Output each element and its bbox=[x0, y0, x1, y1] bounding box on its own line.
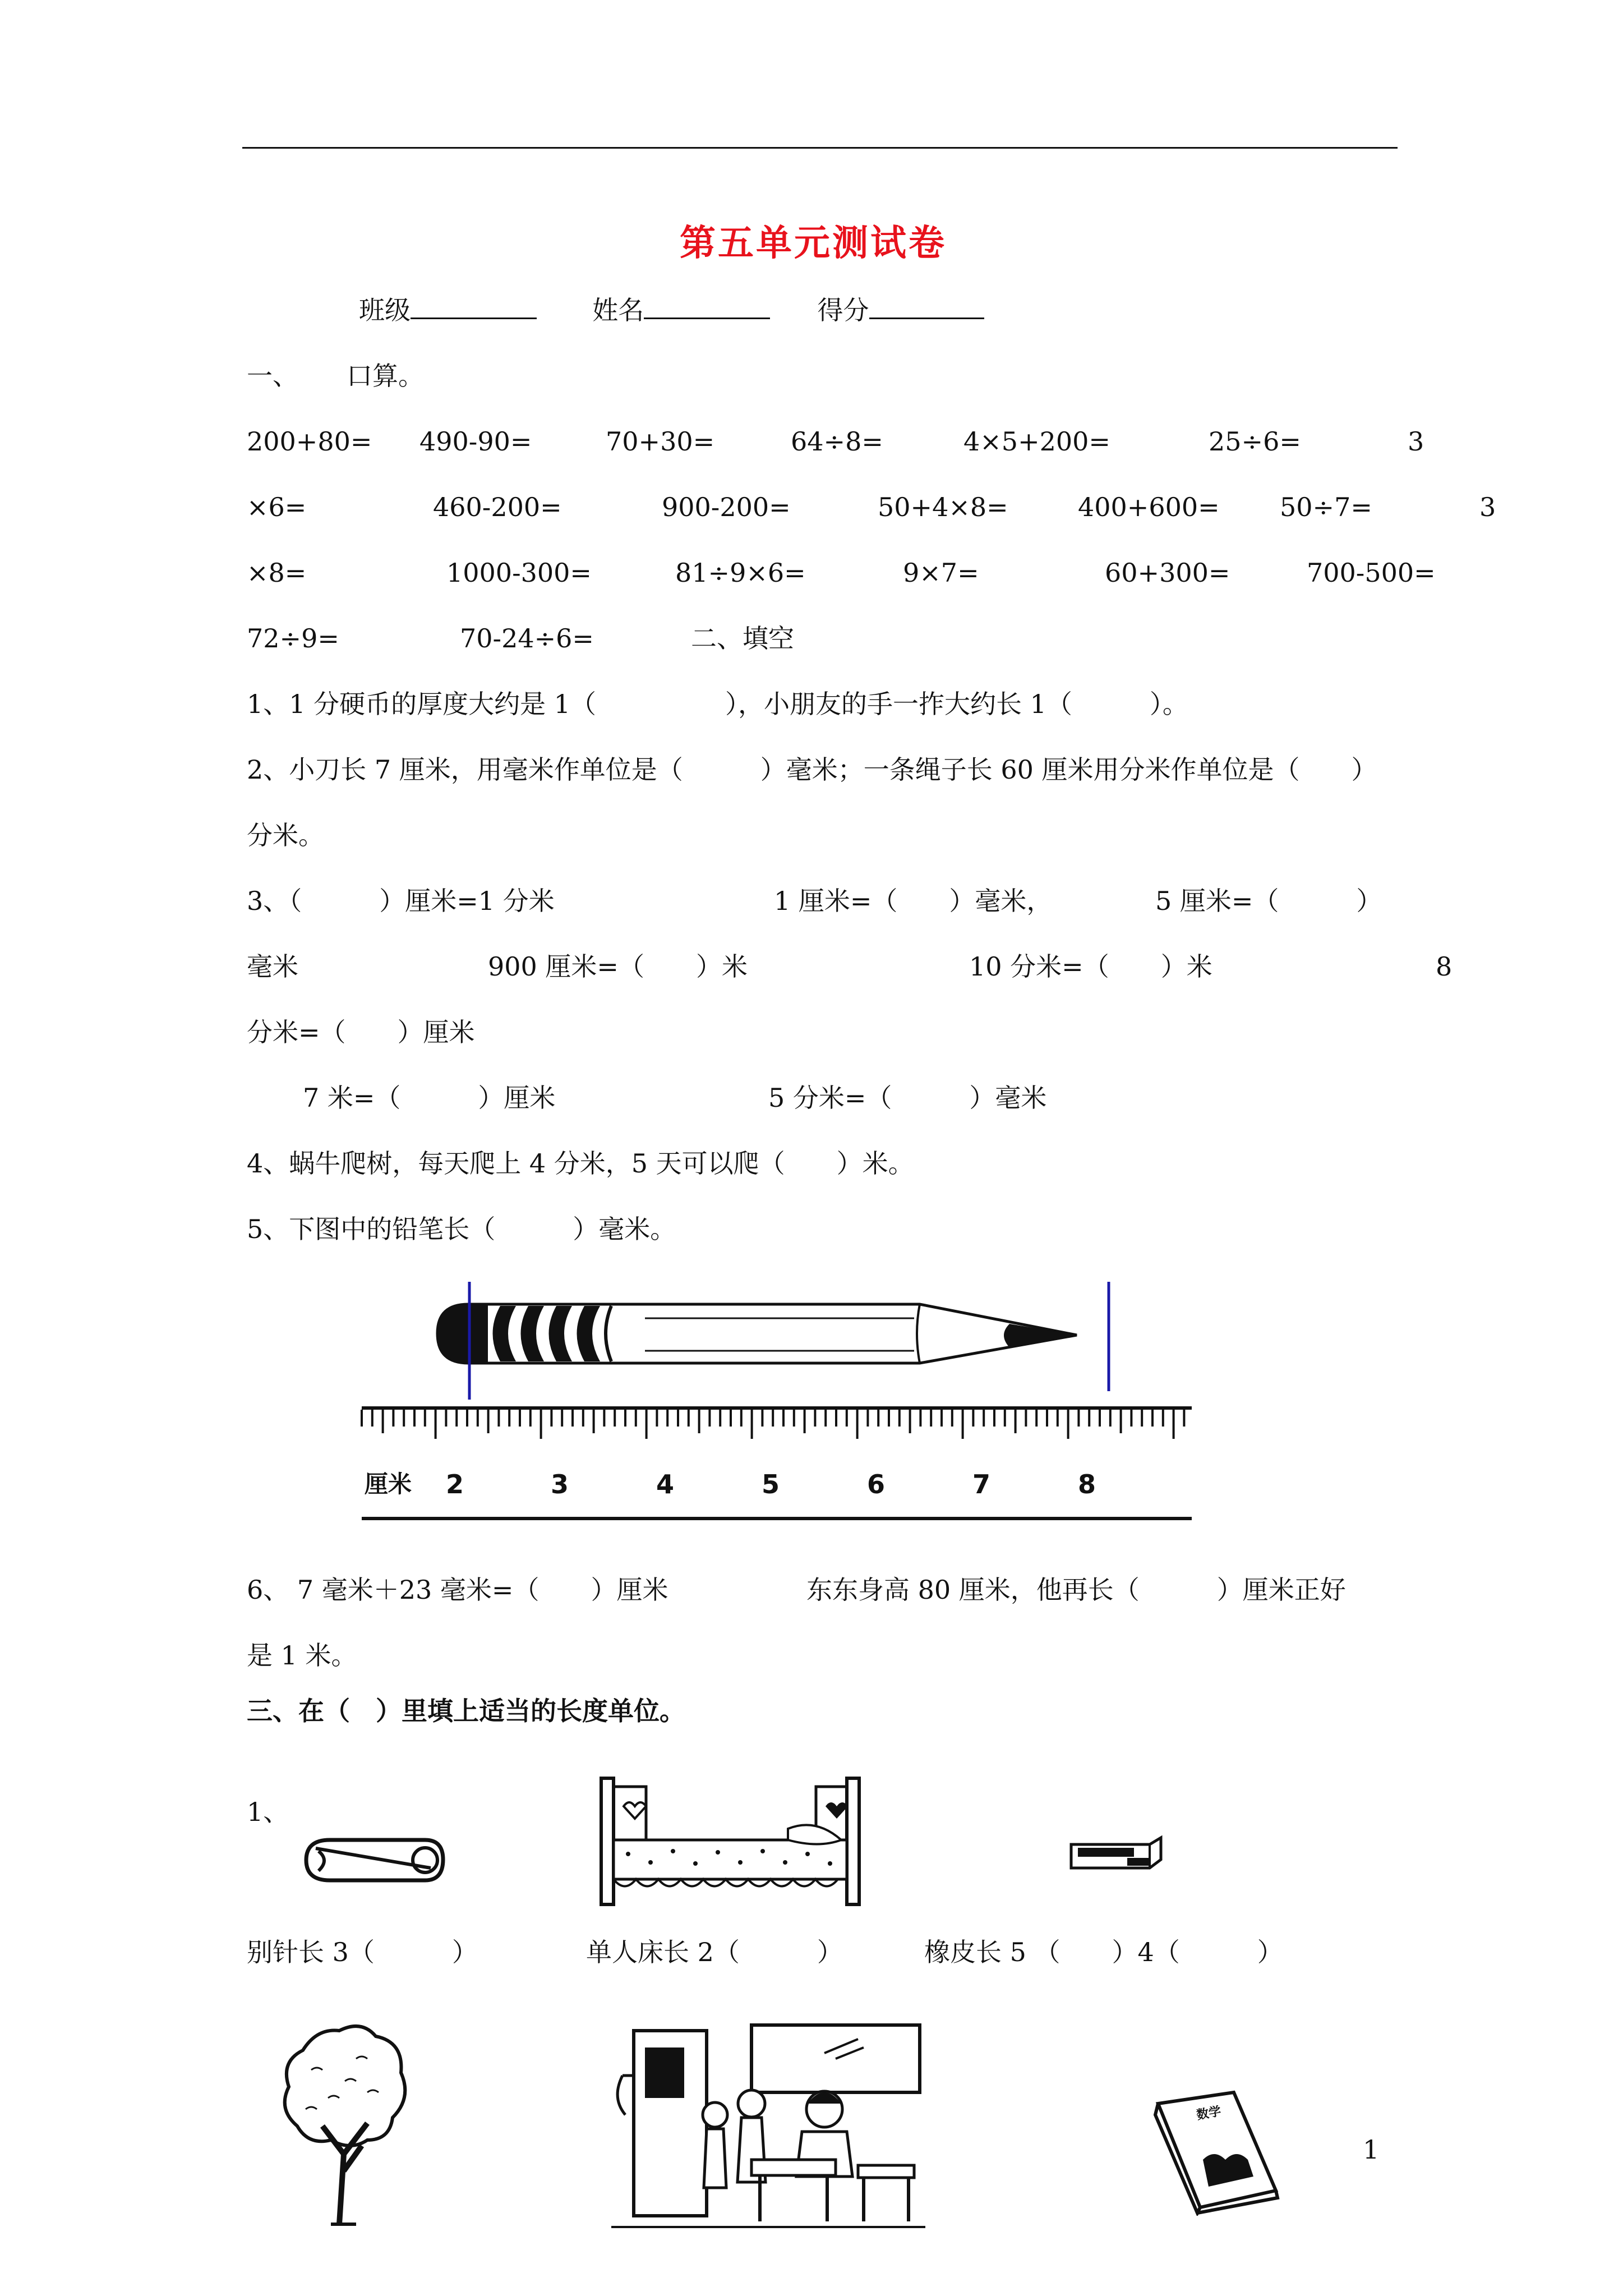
ruler-label: 2 bbox=[446, 1469, 464, 1499]
book-title: 数学 bbox=[1195, 2104, 1223, 2123]
calc-item: 700-500= bbox=[1307, 558, 1436, 588]
calc-item: 81÷9×6= bbox=[675, 558, 806, 588]
calc-item: 460-200= bbox=[433, 492, 562, 522]
s2-heading: 二、填空 bbox=[691, 623, 794, 654]
q3-item: 分米=（ ）厘米 bbox=[247, 1017, 475, 1047]
score-blank[interactable] bbox=[869, 292, 984, 319]
q6-text-c: 是 1 米。 bbox=[247, 1640, 357, 1671]
calc-item: 200+80= bbox=[247, 426, 372, 457]
calc-item: 400+600= bbox=[1078, 492, 1220, 522]
eraser-icon bbox=[1066, 1834, 1166, 1874]
q6-text-b: 东东身高 80 厘米，他再长（ ）厘米正好 bbox=[806, 1575, 1346, 1605]
caption-bed: 单人床长 2（ ） bbox=[586, 1937, 843, 1967]
q2-text: 2、小刀长 7 厘米，用毫米作单位是（ ）毫米；一条绳子长 60 厘米用分米作单位是（ ） bbox=[247, 754, 1377, 785]
classroom-icon bbox=[611, 2019, 925, 2233]
calc-item: ×6= bbox=[247, 492, 307, 522]
s3-heading: 三、在（ ）里填上适当的长度单位。 bbox=[247, 1696, 685, 1726]
caption-eraser: 橡皮长 5 （ ）4（ ） bbox=[924, 1937, 1283, 1967]
tree-icon bbox=[278, 2019, 412, 2227]
s1-heading-num: 一、 bbox=[247, 361, 298, 391]
ruler-label: 7 bbox=[972, 1469, 991, 1499]
calc-item: 900-200= bbox=[662, 492, 791, 522]
caption-safety-pin: 别针长 3（ ） bbox=[247, 1937, 478, 1967]
class-blank[interactable] bbox=[411, 292, 537, 319]
q3-item: 900 厘米=（ ）米 bbox=[488, 951, 748, 982]
score-label: 得分 bbox=[817, 295, 869, 325]
calc-item: 50+4×8= bbox=[878, 492, 1008, 522]
q3-item: 1 厘米=（ ）毫米， bbox=[774, 886, 1053, 916]
calc-item: 25÷6= bbox=[1209, 426, 1301, 457]
s3-num: 1、 bbox=[247, 1797, 289, 1827]
class-label: 班级 bbox=[359, 295, 411, 325]
q6-text: 6、 7 毫米＋23 毫米=（ ）厘米 bbox=[247, 1575, 668, 1605]
safety-pin-icon bbox=[296, 1829, 448, 1902]
calc-item: 9×7= bbox=[903, 558, 979, 588]
q2-text-cont: 分米。 bbox=[247, 820, 324, 850]
page-title: 第五单元测试卷 bbox=[680, 222, 947, 264]
math-book-icon bbox=[1150, 2087, 1284, 2216]
q3-item: 5 厘米=（ ） bbox=[1155, 886, 1382, 916]
calc-item: 3 bbox=[1408, 426, 1424, 457]
q3-item: 7 米=（ ）厘米 bbox=[303, 1083, 556, 1113]
calc-item: 4×5+200= bbox=[963, 426, 1110, 457]
q3-item: 毫米 bbox=[247, 951, 298, 982]
ruler-label: 3 bbox=[551, 1469, 569, 1499]
calc-item: 70-24÷6= bbox=[460, 623, 594, 654]
bed-icon bbox=[594, 1773, 869, 1907]
q3-item: 5 分米=（ ）毫米 bbox=[768, 1083, 1047, 1113]
calc-item: 70+30= bbox=[606, 426, 715, 457]
header-rule bbox=[242, 147, 1398, 149]
calc-item: 1000-300= bbox=[446, 558, 592, 588]
q3-item: 3、（ ）厘米=1 分米 bbox=[247, 886, 555, 916]
ruler-label: 4 bbox=[656, 1469, 675, 1499]
q3-item: 10 分米=（ ）米 bbox=[969, 951, 1212, 982]
calc-item: 50÷7= bbox=[1280, 492, 1372, 522]
q4-text: 4、蜗牛爬树，每天爬上 4 分米，5 天可以爬（ ）米。 bbox=[247, 1148, 914, 1179]
calc-item: 490-90= bbox=[419, 426, 532, 457]
ruler-label: 5 bbox=[762, 1469, 780, 1499]
ruler-unit-label: 厘米 bbox=[365, 1470, 412, 1498]
calc-item: 72÷9= bbox=[247, 623, 339, 654]
q1-text: 1、1 分硬币的厚度大约是 1（ ），小朋友的手一拃大约长 1（ ）。 bbox=[247, 689, 1188, 719]
info-line bbox=[359, 292, 984, 327]
calc-item: 3 bbox=[1479, 492, 1496, 522]
page-number: 1 bbox=[1363, 2134, 1380, 2165]
pencil-icon bbox=[437, 1304, 1077, 1363]
calc-item: 60+300= bbox=[1105, 558, 1230, 588]
ruler-icon bbox=[362, 1408, 1192, 1519]
s1-heading: 口算。 bbox=[347, 361, 424, 391]
name-blank[interactable] bbox=[644, 292, 770, 319]
q5-text: 5、下图中的铅笔长（ ）毫米。 bbox=[247, 1214, 676, 1244]
q3-item: 8 bbox=[1436, 951, 1453, 982]
calc-item: 64÷8= bbox=[791, 426, 883, 457]
ruler-label: 6 bbox=[867, 1469, 886, 1499]
calc-item: ×8= bbox=[247, 558, 307, 588]
pencil-ruler-figure bbox=[353, 1279, 1195, 1526]
ruler-label: 8 bbox=[1078, 1469, 1096, 1499]
name-label: 姓名 bbox=[592, 295, 644, 325]
